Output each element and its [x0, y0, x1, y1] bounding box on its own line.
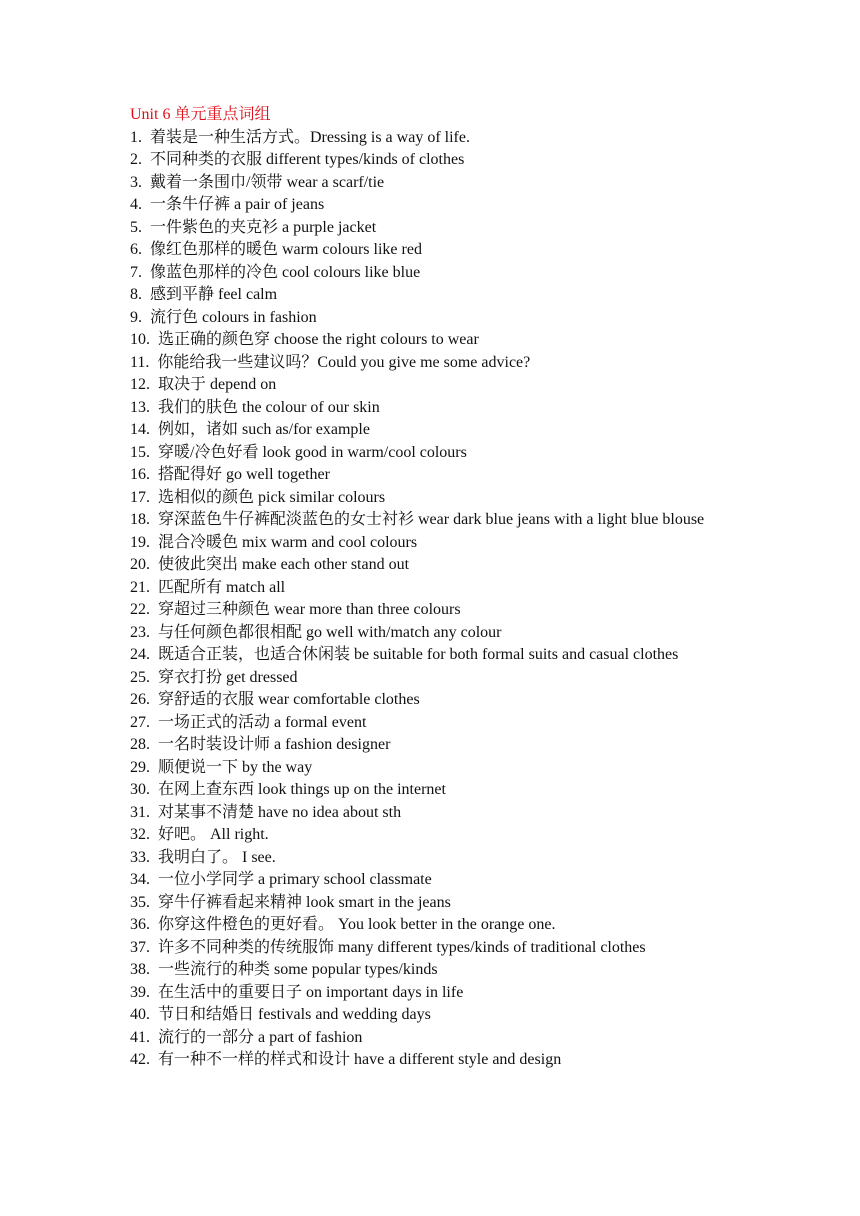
- item-text: 你穿这件橙色的更好看。 You look better in the orange one.: [158, 916, 556, 933]
- list-item: [130, 284, 732, 307]
- item-text: 像蓝色那样的冷色 cool colours like blue: [150, 263, 421, 281]
- list-item: [130, 757, 732, 780]
- item-text: 匹配所有 match all: [158, 578, 286, 596]
- list-item: [130, 622, 732, 645]
- item-text: 流行的一部分 a part of fashion: [158, 1028, 363, 1046]
- list-item: [130, 397, 732, 420]
- list-item: [130, 374, 732, 397]
- item-number: 40.: [130, 1006, 150, 1023]
- list-item: [130, 959, 732, 982]
- item-number: 17.: [130, 488, 150, 506]
- item-number: 19.: [130, 533, 150, 551]
- list-item: [130, 869, 732, 892]
- item-number: 33.: [130, 848, 150, 866]
- item-text: 穿超过三种颜色 wear more than three colours: [158, 601, 461, 618]
- item-number: 23.: [130, 623, 150, 641]
- list-item: [130, 487, 732, 510]
- item-number: 2.: [130, 151, 142, 168]
- item-text: 一件紫色的夹克衫 a purple jacket: [150, 218, 377, 236]
- list-item: [130, 217, 732, 240]
- list-item: [130, 914, 732, 937]
- list-item: [130, 734, 732, 757]
- item-number: 24.: [130, 646, 150, 663]
- item-number: 8.: [130, 286, 142, 303]
- list-item: [130, 712, 732, 735]
- list-item: [130, 149, 732, 172]
- item-text: 一条牛仔裤 a pair of jeans: [150, 196, 325, 213]
- list-item: [130, 1027, 732, 1050]
- item-text: 穿牛仔裤看起来精神 look smart in the jeans: [158, 893, 451, 911]
- item-number: 37.: [130, 938, 150, 956]
- item-number: 12.: [130, 376, 150, 393]
- item-number: 25.: [130, 668, 150, 686]
- item-number: 13.: [130, 398, 150, 416]
- item-number: 7.: [130, 263, 142, 281]
- list-item: [130, 892, 732, 915]
- item-text: 对某事不清楚 have no idea about sth: [158, 803, 402, 821]
- item-text: 好吧。 All right.: [158, 826, 269, 843]
- list-item: [130, 667, 732, 690]
- list-item: [130, 982, 732, 1005]
- item-number: 14.: [130, 421, 150, 438]
- item-text: 戴着一条围巾/领带 wear a scarf/tie: [150, 173, 385, 191]
- item-text: 混合冷暖色 mix warm and cool colours: [158, 533, 418, 551]
- item-number: 32.: [130, 826, 150, 843]
- list-item: [130, 509, 732, 532]
- item-text: 穿舒适的衣服 wear comfortable clothes: [158, 691, 420, 708]
- item-number: 29.: [130, 758, 150, 776]
- list-item: [130, 419, 732, 442]
- item-text: 在生活中的重要日子 on important days in life: [158, 983, 464, 1001]
- item-text: 像红色那样的暖色 warm colours like red: [150, 241, 422, 258]
- item-text: 流行色 colours in fashion: [150, 308, 317, 326]
- item-number: 30.: [130, 781, 150, 798]
- item-number: 28.: [130, 736, 150, 753]
- item-number: 34.: [130, 871, 150, 888]
- item-number: 1.: [130, 128, 142, 146]
- item-text: 穿衣打扮 get dressed: [158, 668, 298, 686]
- item-text: 既适合正装，也适合休闲装 be suitable for both formal suits and casual clothes: [158, 646, 679, 663]
- item-text: 节日和结婚日 festivals and wedding days: [158, 1006, 431, 1023]
- document-page: [130, 104, 732, 1072]
- item-text: 一场正式的活动 a formal event: [158, 713, 367, 731]
- item-number: 31.: [130, 803, 150, 821]
- item-number: 10.: [130, 331, 150, 348]
- item-number: 27.: [130, 713, 150, 731]
- list-item: [130, 779, 732, 802]
- item-text: 有一种不一样的样式和设计 have a different style and design: [158, 1051, 562, 1068]
- list-item: [130, 1004, 732, 1027]
- item-text: 不同种类的衣服 different types/kinds of clothes: [150, 151, 465, 168]
- item-text: 顺便说一下 by the way: [158, 758, 313, 776]
- item-text: 与任何颜色都很相配 go well with/match any colour: [158, 623, 502, 641]
- item-text: 一些流行的种类 some popular types/kinds: [158, 961, 438, 978]
- list-item: [130, 802, 732, 825]
- item-number: 20.: [130, 556, 150, 573]
- item-text: 一位小学同学 a primary school classmate: [158, 871, 432, 888]
- item-number: 38.: [130, 961, 150, 978]
- item-text: 穿暖/冷色好看 look good in warm/cool colours: [158, 443, 467, 461]
- phrase-list: [130, 127, 732, 1072]
- item-number: 21.: [130, 578, 150, 596]
- item-number: 11.: [130, 353, 150, 371]
- list-item: [130, 172, 732, 195]
- item-number: 3.: [130, 173, 142, 191]
- item-text: 穿深蓝色牛仔裤配淡蓝色的女士衬衫 wear dark blue jeans with a light blue blouse: [158, 511, 705, 528]
- item-text: 着装是一种生活方式。Dressing is a way of life.: [150, 128, 470, 146]
- item-number: 22.: [130, 601, 150, 618]
- list-item: [130, 239, 732, 262]
- list-item: [130, 847, 732, 870]
- item-number: 41.: [130, 1028, 150, 1046]
- item-text: 取决于 depend on: [158, 376, 277, 393]
- item-text: 一名时装设计师 a fashion designer: [158, 736, 391, 753]
- item-text: 选相似的颜色 pick similar colours: [158, 488, 386, 506]
- list-item: [130, 127, 732, 150]
- document-title: Unit 6 单元重点词组: [130, 106, 271, 123]
- item-number: 6.: [130, 241, 142, 258]
- list-item: [130, 464, 732, 487]
- item-number: 18.: [130, 511, 150, 528]
- item-number: 5.: [130, 218, 142, 236]
- item-number: 4.: [130, 196, 142, 213]
- item-number: 16.: [130, 466, 150, 483]
- item-text: 许多不同种类的传统服饰 many different types/kinds of traditional clothes: [158, 938, 646, 956]
- item-number: 15.: [130, 443, 150, 461]
- item-text: 使彼此突出 make each other stand out: [158, 556, 410, 573]
- item-text: 你能给我一些建议吗？Could you give me some advice?: [157, 353, 531, 371]
- item-text: 选正确的颜色穿 choose the right colours to wear: [158, 331, 479, 348]
- list-item: [130, 352, 732, 375]
- list-item: [130, 442, 732, 465]
- item-text: 在网上查东西 look things up on the internet: [158, 781, 446, 798]
- list-item: [130, 532, 732, 555]
- item-number: 9.: [130, 308, 142, 326]
- item-number: 39.: [130, 983, 150, 1001]
- item-number: 26.: [130, 691, 150, 708]
- item-text: 我们的肤色 the colour of our skin: [158, 398, 380, 416]
- item-text: 我明白了。 I see.: [158, 848, 276, 866]
- item-text: 例如，诸如 such as/for example: [158, 421, 370, 438]
- list-item: [130, 599, 732, 622]
- item-number: 35.: [130, 893, 150, 911]
- list-item: [130, 824, 732, 847]
- list-item: [130, 689, 732, 712]
- item-number: 42.: [130, 1051, 150, 1068]
- item-number: 36.: [130, 916, 150, 933]
- list-item: [130, 1049, 732, 1072]
- list-item: [130, 644, 732, 667]
- list-item: [130, 307, 732, 330]
- list-item: [130, 329, 732, 352]
- list-item: [130, 554, 732, 577]
- list-item: [130, 577, 732, 600]
- list-item: [130, 194, 732, 217]
- list-item: [130, 937, 732, 960]
- item-text: 感到平静 feel calm: [150, 286, 278, 303]
- list-item: [130, 262, 732, 285]
- item-text: 搭配得好 go well together: [158, 466, 330, 483]
